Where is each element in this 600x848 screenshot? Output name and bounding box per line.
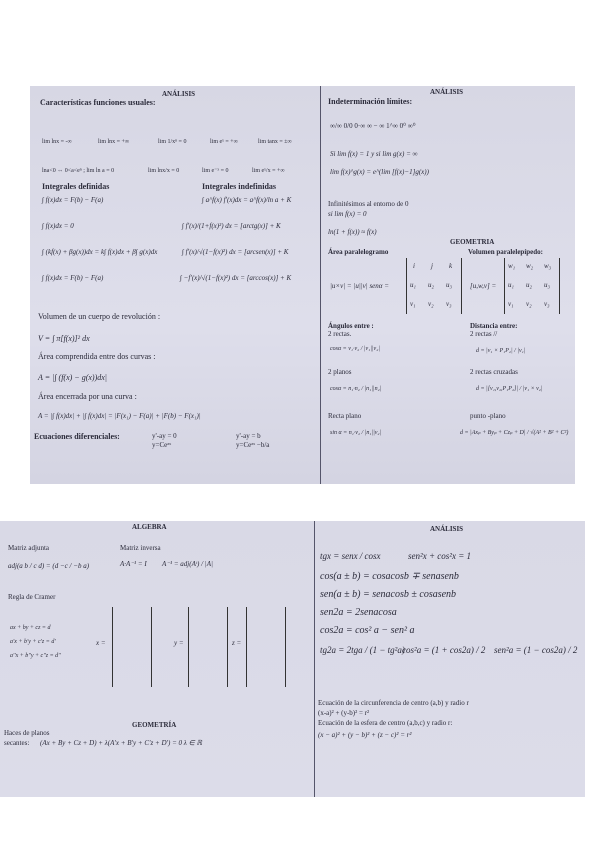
sistema-ecuacion-1: ax + by + cz = d <box>10 625 51 631</box>
heading-area-curvas: Área comprendida entre dos curvas : <box>38 352 156 361</box>
formula-cos-rectas: cosα = v₁·v₂ / |v₁||v₂| <box>330 346 380 352</box>
determinant-volumen <box>504 258 560 314</box>
ind-integral-2: ∫ f'(x)/(1+f(x)²) dx = [arctg(x)] + K <box>182 222 281 230</box>
label-regla-cramer: Regla de Cramer <box>8 593 56 601</box>
sistema-ecuacion-3: a''x + b''y + c''z = d'' <box>10 653 61 659</box>
label-circunferencia: Ecuación de la circunferencia de centro (a,b) y radio r <box>318 699 469 707</box>
label-y-eq: y = <box>174 639 184 647</box>
bottom-formula-sheet <box>0 521 585 797</box>
label-2-rectas: 2 rectas. <box>328 330 352 338</box>
formula-cos2a: cos2a = cos² a − sen² a <box>320 625 415 636</box>
column-divider <box>314 521 315 797</box>
label-matriz-adjunta: Matriz adjunta <box>8 544 50 552</box>
solucion-1: y=Ceᵃˣ <box>152 441 172 449</box>
si-lim-cero: si lim f(x) = 0 <box>328 210 367 218</box>
producto-mixto: [u,w,v] = <box>470 282 497 290</box>
limit-exp-over-x: lim eˣ/x = +∞ <box>252 168 285 174</box>
ind-integral-3: ∫ f'(x)/√(1−f(x)²) dx = [arcsen(x)] + K <box>182 248 289 256</box>
limit-lnx-over-x: lim lnx/x = 0 <box>148 168 180 174</box>
mat-b-cell: u₃ <box>544 281 550 289</box>
limit-exp: lim eˣ = +∞ <box>210 139 238 145</box>
mat-a-cell: u₂ <box>428 281 434 289</box>
cramer-matrix-y <box>188 607 228 687</box>
formula-area-curvas: A = |∫ (f(x) − g(x))dx| <box>38 373 107 382</box>
def-integral-4: ∫ f(x)dx = F(b) − F(a) <box>42 274 104 282</box>
heading-angulos: Ángulos entre : <box>328 322 374 330</box>
mat-a-cell: u₃ <box>446 281 452 289</box>
formula-cos-half: cos²a = (1 + cos2a) / 2 <box>402 645 486 655</box>
heading-funciones-usuales: Características funciones usuales: <box>40 98 156 107</box>
formula-sen2a: sen2a = 2senacosa <box>320 607 397 618</box>
limit-ln-inf: lim lnx = +∞ <box>98 139 130 145</box>
formula-volumen: V = ∫ π[f(x)]² dx <box>38 334 90 343</box>
formula-esfera: (x − a)² + (y − b)² + (z − c)² = r² <box>318 731 412 739</box>
limit-tan: lim tanx = ±∞ <box>258 139 292 145</box>
label-recta-plano: Recta plano <box>328 412 362 420</box>
limit-ln-a: lna<0 ⇔ 0<a<eⁿ ; lim ln a = 0 <box>42 168 115 174</box>
label-haces-planos: Haces de planos <box>4 729 50 737</box>
formula-d-paralelas: d = |v₁ × P₁P₂| / |v₁| <box>476 348 526 354</box>
formula-circunferencia: (x-a)² + (y-b)² = r² <box>318 709 370 717</box>
column-divider <box>320 86 321 484</box>
mat-b-cell: w₁ <box>508 262 516 270</box>
label-punto-plano: punto -plano <box>470 412 506 420</box>
limit-ln-0: lim lnx = -∞ <box>42 139 72 145</box>
mat-b-cell: v₁ <box>508 300 514 308</box>
heading-geometria-bottom: GEOMETRÍA <box>132 721 177 729</box>
label-2-rectas-paralelas: 2 rectas // <box>470 330 498 338</box>
cramer-matrix-x <box>112 607 152 687</box>
mat-a-cell: j <box>431 262 433 270</box>
label-matriz-inversa: Matriz inversa <box>120 544 161 552</box>
mat-a-cell: u₁ <box>410 281 416 289</box>
def-integral-1: ∫ f(x)dx = F(b) − F(a) <box>42 196 104 204</box>
indeterminaciones-list: ∞/∞ 0/0 0·∞ ∞ − ∞ 1^∞ 0⁰ ∞⁰ <box>330 122 416 130</box>
mat-b-cell: w₂ <box>526 262 534 270</box>
formula-adjunta: adj(a b / c d) = (d −c / −b a) <box>8 562 90 570</box>
section-title-algebra: ALGEBRA <box>132 523 167 531</box>
limite-exponencial: lim f(x)^g(x) = e^(lim [f(x)−1]g(x)) <box>330 168 429 176</box>
section-title-analisis-bottom: ANÁLISIS <box>430 525 464 533</box>
formula-tg2a: tg2a = 2tga / (1 − tg²a) <box>320 645 405 655</box>
section-title-analisis: ANÁLISIS <box>162 90 196 98</box>
mat-a-cell: v₃ <box>446 300 452 308</box>
formula-pitagorica: sen²x + cos²x = 1 <box>408 551 472 561</box>
formula-sen-half: sen²a = (1 − cos2a) / 2 <box>494 645 578 655</box>
def-integral-3: ∫ (kf(x) + βg(x))dx = k∫ f(x)dx + β∫ g(x)dx <box>42 248 158 256</box>
heading-area-encerrada: Área encerrada por una curva : <box>38 392 137 401</box>
heading-indeterminacion: Indeterminación límites: <box>328 97 413 106</box>
mat-b-cell: u₁ <box>508 281 514 289</box>
formula-d-punto-plano: d = |Axₚ + Byₚ + Czₚ + D| / √(A² + B² + C²) <box>460 430 569 436</box>
mat-a-cell: v₂ <box>428 300 434 308</box>
limit-inv-power: lim 1/xⁿ = 0 <box>158 139 187 145</box>
label-esfera: Ecuación de la esfera de centro (a,b,c) y radio r: <box>318 719 453 727</box>
mat-b-cell: v₃ <box>544 300 550 308</box>
label-2-planos: 2 planos <box>328 368 352 376</box>
heading-volumen: Volumen de un cuerpo de revolución : <box>38 312 161 321</box>
producto-vectorial: |u×v| = |u||v| senα = <box>330 282 389 290</box>
mat-b-cell: u₂ <box>526 281 532 289</box>
limit-exp-neg: lim e⁻ˣ = 0 <box>202 168 229 174</box>
heading-integrales-definidas: Integrales definidas <box>42 182 110 191</box>
label-z-eq: z = <box>232 639 242 647</box>
ecuacion-1: y'-ay = 0 <box>152 432 177 440</box>
formula-haces: (Ax + By + Cz + D) + λ(A'x + B'y + C'z + D') = 0 λ ∈ ℝ <box>40 739 202 747</box>
heading-ecuaciones-diferenciales: Ecuaciones diferenciales: <box>34 432 120 441</box>
ind-integral-4: ∫ −f'(x)/√(1−f(x)²) dx = [arccos(x)] + K <box>180 274 292 282</box>
heading-area-paralelogramo: Área paralelogramo <box>328 248 389 256</box>
label-2-rectas-cruzadas: 2 rectas cruzadas <box>470 368 518 376</box>
mat-b-cell: v₂ <box>526 300 532 308</box>
mat-b-cell: w₃ <box>544 262 552 270</box>
label-secantes: secantes: <box>4 739 30 747</box>
mat-a-cell: k <box>449 262 453 270</box>
mat-a-cell: v₁ <box>410 300 416 308</box>
solucion-2: y=Ceᵃˣ −b/a <box>236 441 270 449</box>
formula-inversa-2: A⁻¹ = adj(Aᵗ) / |A| <box>162 560 213 568</box>
section-title-analisis-right: ANÁLISIS <box>430 88 464 96</box>
sistema-ecuacion-2: a'x + b'y + c'z = d' <box>10 639 56 645</box>
infinitesimos: Infinitésimos al entorno de 0 <box>328 200 409 208</box>
formula-inversa-1: A·A⁻¹ = I <box>120 560 147 568</box>
ecuacion-2: y'-ay = b <box>236 432 261 440</box>
ind-integral-1: ∫ a^f(x) f'(x)dx = a^f(x)/ln a + K <box>202 196 292 204</box>
formula-cos-planos: cosα = n₁·n₂ / |n₁||n₂| <box>330 386 382 392</box>
mat-a-cell: i <box>413 262 415 270</box>
def-integral-2: ∫ f(x)dx = 0 <box>42 222 74 230</box>
label-x-eq: x = <box>96 639 106 647</box>
formula-sen-suma: sen(a ± b) = senacosb ± cosasenb <box>320 589 457 600</box>
heading-integrales-indefinidas: Integrales indefinidas <box>202 182 277 191</box>
ln-aproximacion: ln(1 + f(x)) ≈ f(x) <box>328 228 377 236</box>
heading-geometria: GEOMETRIA <box>450 238 495 246</box>
formula-tgx: tgx = senx / cosx <box>320 551 381 561</box>
formula-sin-recta-plano: sin α = n₁·v₂ / |n₁||v₂| <box>330 430 382 436</box>
si-limites: Si lim f(x) = 1 y si lim g(x) = ∞ <box>330 150 418 158</box>
top-formula-sheet <box>30 86 575 484</box>
heading-distancia: Distancia entre: <box>470 322 518 330</box>
determinant-area <box>406 258 462 314</box>
formula-d-cruzadas: d = |[v₁,v₂,P₁P₂]| / |v₁ × v₂| <box>476 386 543 392</box>
formula-area-encerrada: A = |∫ f(x)dx| + |∫ f(x)dx| = |F(x₁) − F(a)| + |F(b) − F(x₁)| <box>38 412 201 420</box>
cramer-matrix-z <box>246 607 286 687</box>
formula-cos-suma: cos(a ± b) = cosacosb ∓ senasenb <box>320 571 459 582</box>
heading-volumen-paralelepipedo: Volumen paralelepípedo: <box>468 248 543 256</box>
